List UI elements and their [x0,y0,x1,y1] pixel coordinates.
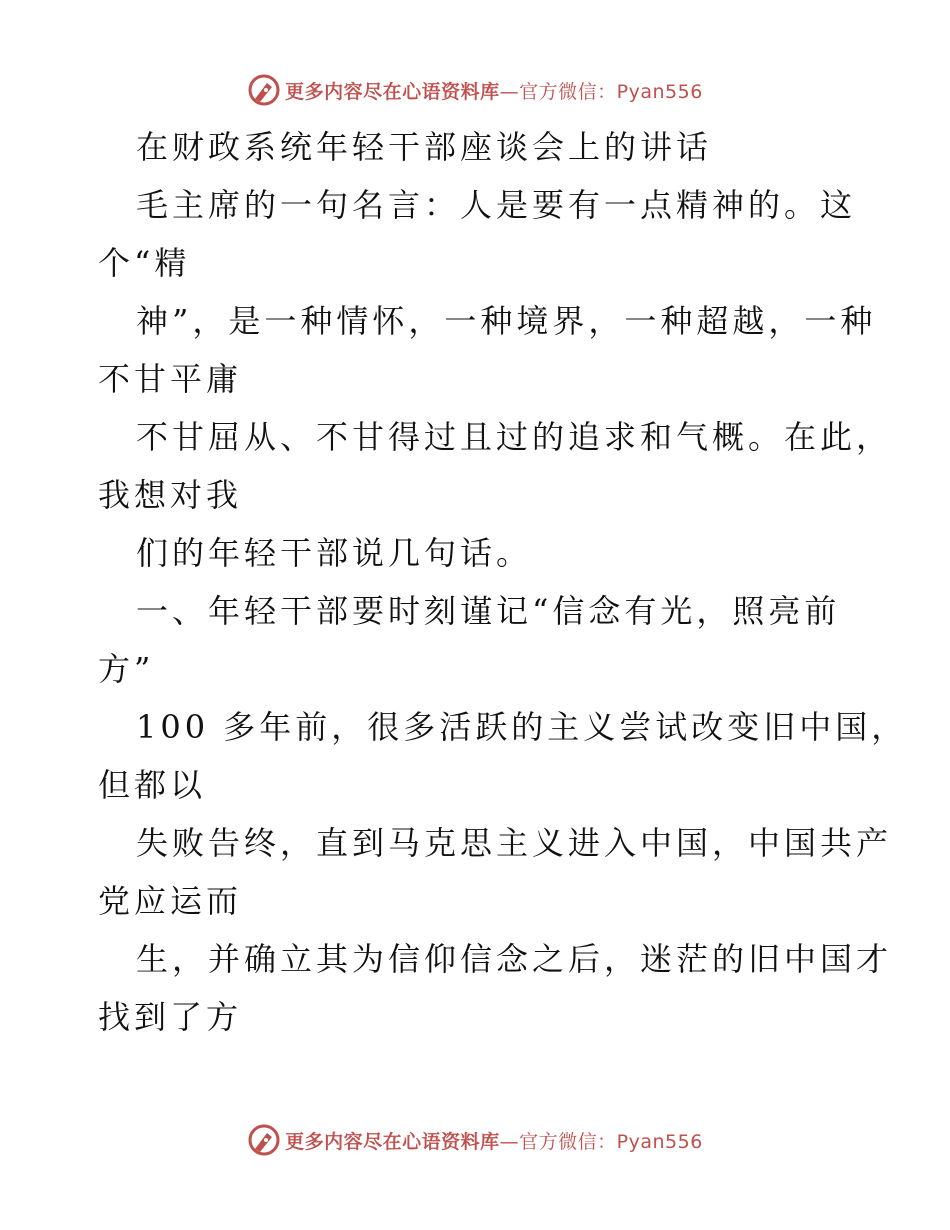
text-line: 不甘平庸 [98,360,243,398]
banner-separator: — [499,80,520,103]
banner-site-name: 更多内容尽在心语资料库 [285,1130,500,1153]
text-line: 失败告终，直到马克思主义进入中国，中国共产 [136,824,893,862]
text-line: 找到了方 [98,998,243,1036]
text-line: 100 多年前，很多活跃的主义尝试改变旧中国， [136,708,908,746]
text-line: 个“精 [98,244,191,282]
text-line: 不甘屈从、不甘得过且过的追求和气概。在此， [136,418,893,456]
banner-site-name: 更多内容尽在心语资料库 [285,80,500,103]
banner-separator: — [499,1130,520,1153]
banner-text [285,1127,703,1154]
document-body [98,118,908,1046]
text-line: 但都以 [98,766,207,804]
banner-contact: 官方微信：Pyan556 [519,1130,703,1153]
text-line: 党应运而 [98,882,243,920]
banner-contact: 官方微信：Pyan556 [519,80,703,103]
text-line: 们的年轻干部说几句话。 [136,534,533,572]
text-line: 毛主席的一句名言：人是要有一点精神的。这 [136,186,857,224]
banner-text [285,77,703,104]
text-line: 在财政系统年轻干部座谈会上的讲话 [136,128,713,166]
text-line: 神”，是一种情怀，一种境界，一种超越，一种 [136,302,877,340]
text-line: 方” [98,650,155,688]
pen-nib-circle-icon [247,1123,281,1157]
footer-watermark-banner [0,1120,950,1160]
header-watermark-banner [0,70,950,110]
text-line: 一、年轻干部要时刻谨记“信念有光，照亮前 [136,592,841,630]
text-line: 生，并确立其为信仰信念之后，迷茫的旧中国才 [136,940,893,978]
pen-nib-circle-icon [247,73,281,107]
text-line: 我想对我 [98,476,243,514]
